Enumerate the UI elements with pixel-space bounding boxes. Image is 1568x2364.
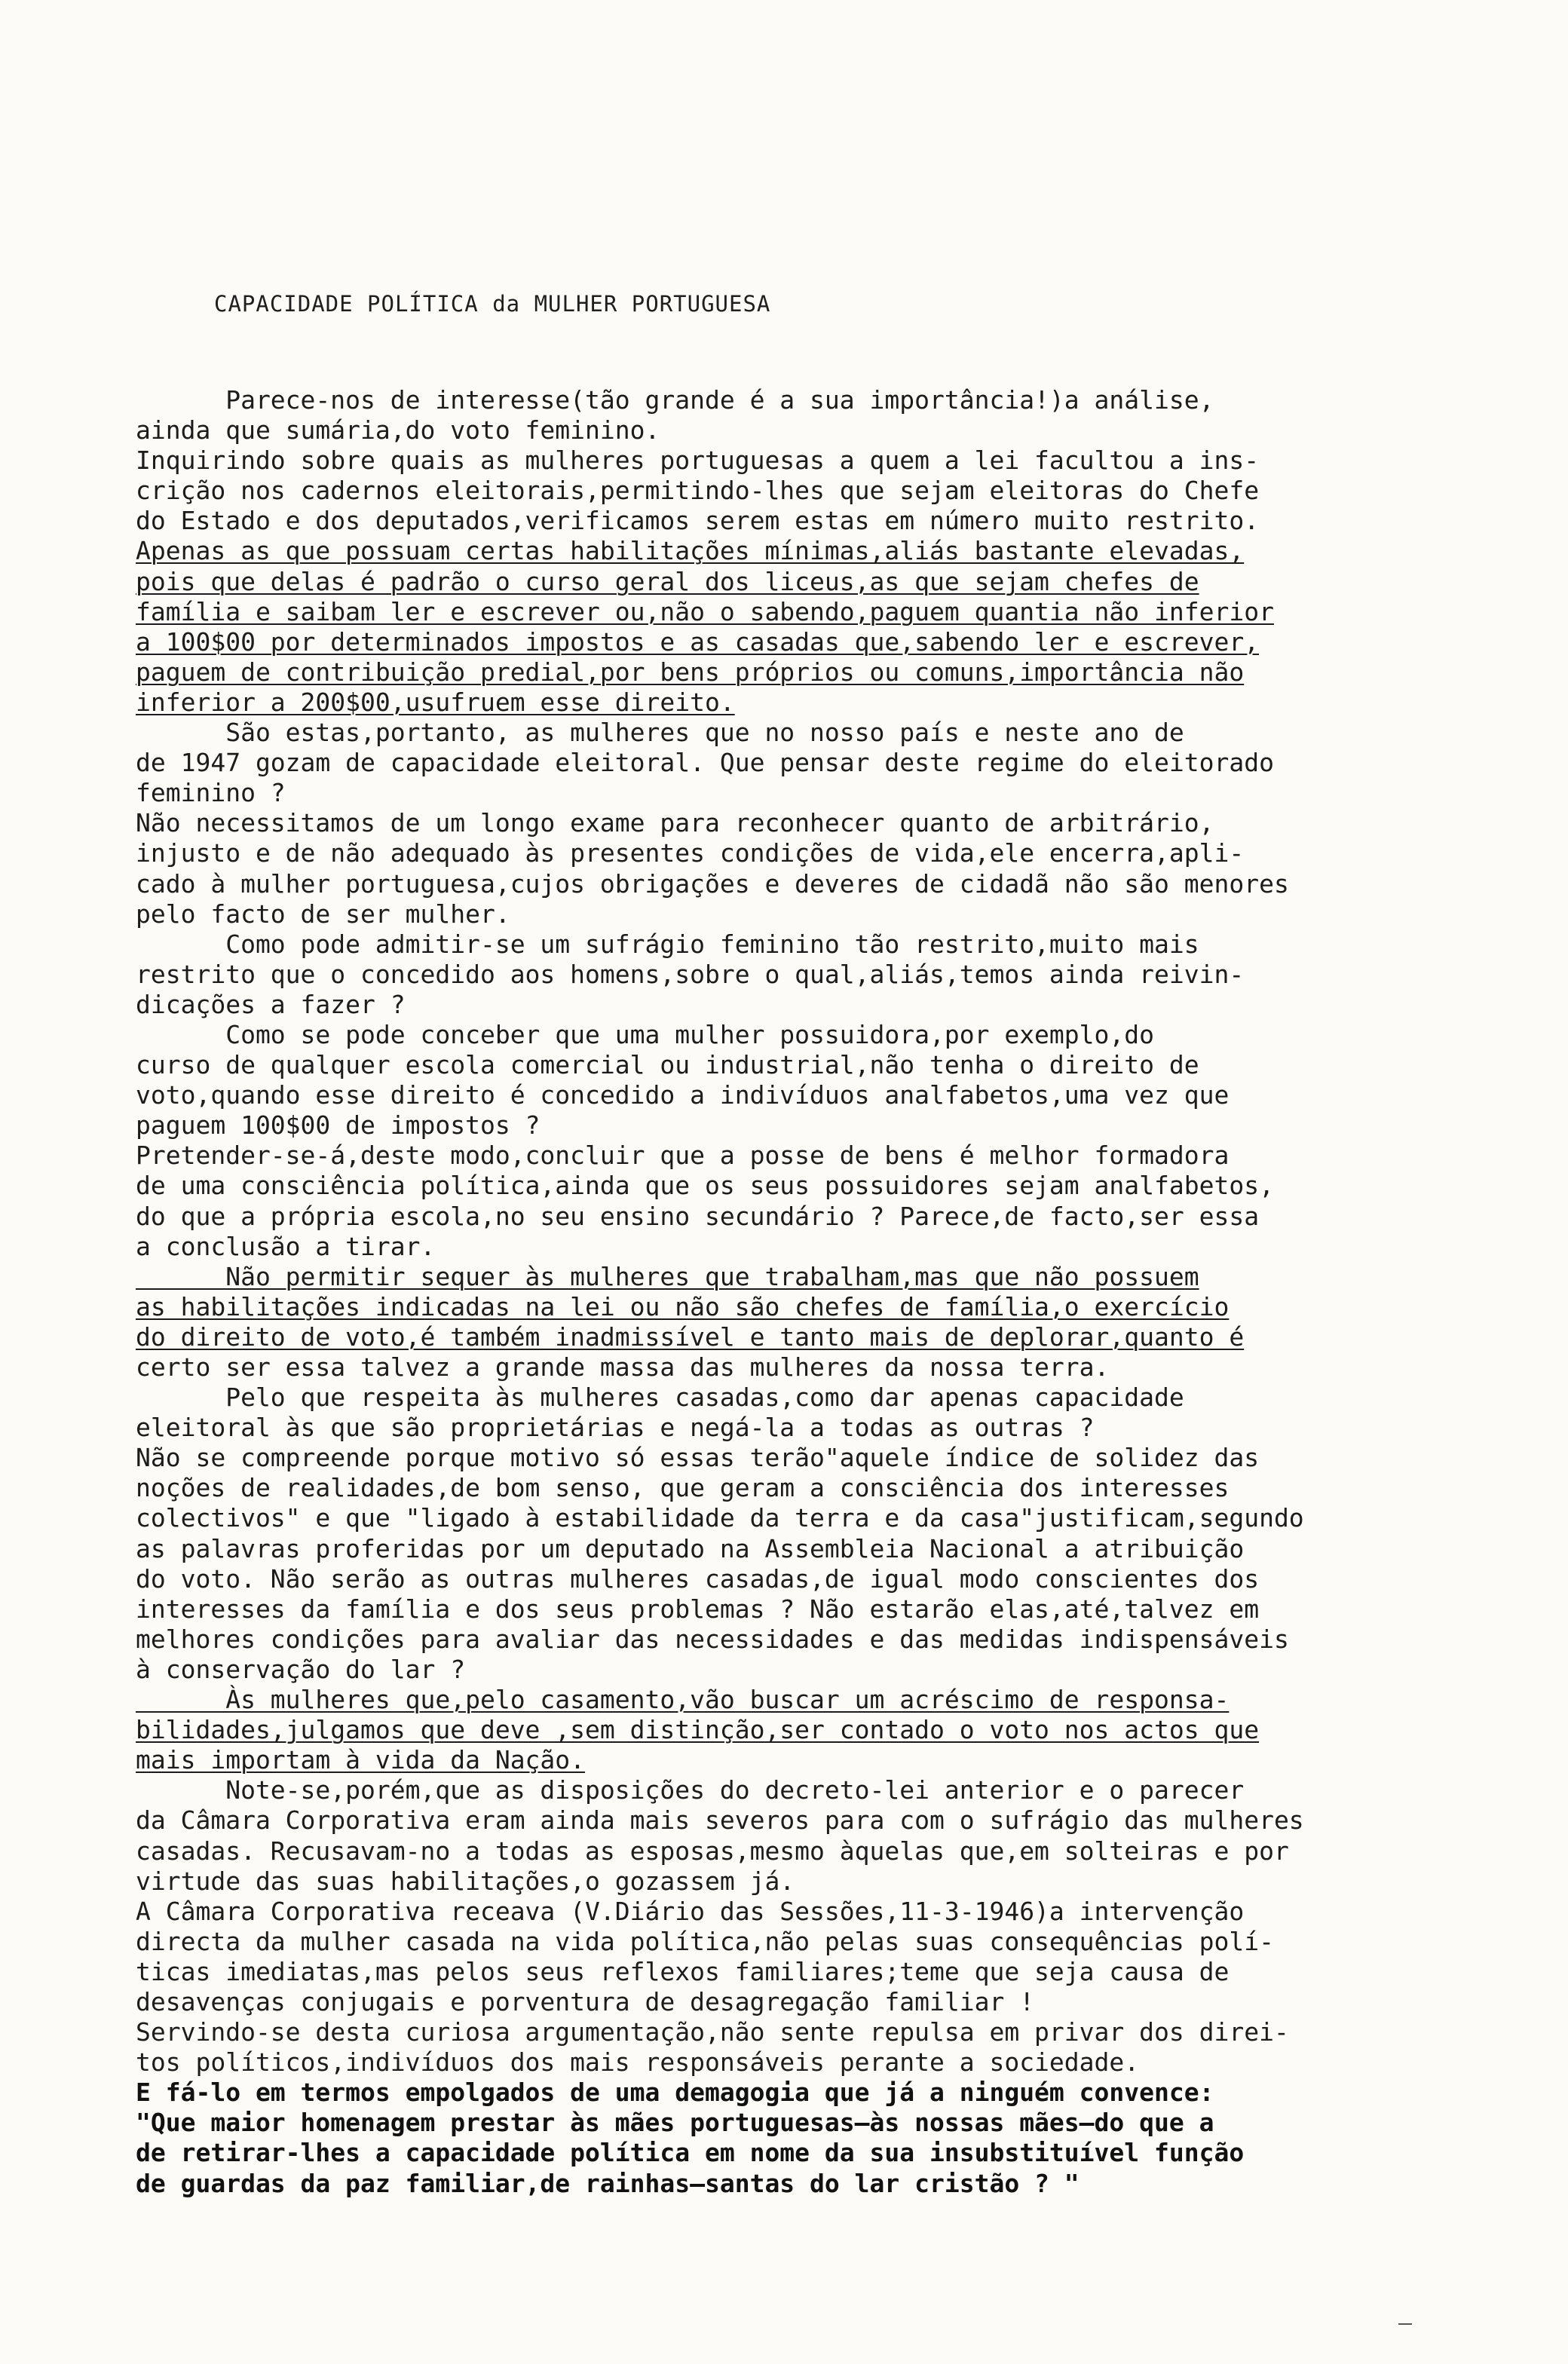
- text-line: colectivos" e que "ligado à estabilidade da terra e da casa"justificam,segundo: [136, 1503, 1304, 1533]
- text-line: mais importam à vida da Nação.: [136, 1745, 586, 1775]
- fold-mark: [1398, 2323, 1412, 2325]
- text-line: melhores condições para avaliar das necessidades e das medidas indispensáveis: [136, 1624, 1289, 1654]
- text-line: A Câmara Corporativa receava (V.Diário das Sessões,11-3-1946)a intervenção: [136, 1896, 1245, 1926]
- text-line: "Que maior homenagem prestar às mães portuguesas—às nossas mães—do que a: [136, 2108, 1214, 2138]
- text-line: ainda que sumária,do voto feminino.: [136, 415, 660, 446]
- text-line: São estas,portanto, as mulheres que no nosso país e neste ano de: [136, 718, 1184, 748]
- text-line: família e saibam ler e escrever ou,não o sabendo,paguem quantia não inferior: [136, 596, 1274, 626]
- text-line: directa da mulher casada na vida política,não pelas suas consequências polí-: [136, 1926, 1274, 1956]
- text-line: Pelo que respeita às mulheres casadas,como dar apenas capacidade: [136, 1383, 1184, 1413]
- text-line: eleitoral às que são proprietárias e negá-la a todas as outras ?: [136, 1413, 1095, 1443]
- text-line: E fá-lo em termos empolgados de uma demagogia que já a ninguém convence:: [136, 2078, 1214, 2108]
- text-line: de guardas da paz familiar,de rainhas—santas do lar cristão ? ": [136, 2168, 1080, 2198]
- text-line: pelo facto de ser mulher.: [136, 899, 510, 929]
- text-line: feminino ?: [136, 778, 286, 808]
- text-line: casadas. Recusavam-no a todas as esposas,mesmo àquelas que,em solteiras e por: [136, 1836, 1289, 1866]
- text-line: paguem de contribuição predial,por bens próprios ou comuns,importância não: [136, 657, 1245, 687]
- text-line: Às mulheres que,pelo casamento,vão buscar um acréscimo de responsa-: [136, 1685, 1230, 1715]
- text-line: Note-se,porém,que as disposições do decreto-lei anterior e o parecer: [136, 1775, 1245, 1805]
- text-line: de 1947 gozam de capacidade eleitoral. Que pensar deste regime do eleitorado: [136, 748, 1274, 778]
- text-line: cado à mulher portuguesa,cujos obrigações e deveres de cidadã não são menores: [136, 868, 1289, 899]
- text-line: Não permitir sequer às mulheres que trabalham,mas que não possuem: [136, 1261, 1199, 1291]
- text-line: do voto. Não serão as outras mulheres casadas,de igual modo conscientes dos: [136, 1563, 1260, 1594]
- text-line: as habilitações indicadas na lei ou não são chefes de família,o exercício: [136, 1291, 1230, 1321]
- text-line: à conservação do lar ?: [136, 1654, 466, 1684]
- text-line: a conclusão a tirar.: [136, 1231, 436, 1261]
- text-line: injusto e de não adequado às presentes condições de vida,ele encerra,apli-: [136, 838, 1245, 868]
- text-line: inferior a 200$00,usufruem esse direito.: [136, 687, 735, 717]
- text-line: Pretender-se-á,deste modo,concluir que a posse de bens é melhor formadora: [136, 1141, 1230, 1171]
- text-line: Parece-nos de interesse(tão grande é a sua importância!)a análise,: [136, 385, 1214, 415]
- text-line: restrito que o concedido aos homens,sobre o qual,aliás,temos ainda reivin-: [136, 959, 1245, 989]
- text-line: noções de realidades,de bom senso, que geram a consciência dos interesses: [136, 1473, 1230, 1503]
- text-line: Apenas as que possuam certas habilitações mínimas,aliás bastante elevadas,: [136, 536, 1245, 566]
- text-line: Inquirindo sobre quais as mulheres portuguesas a quem a lei facultou a ins-: [136, 446, 1260, 476]
- text-line: virtude das suas habilitações,o gozassem já.: [136, 1866, 795, 1896]
- text-line: de uma consciência política,ainda que os seus possuidores sejam analfabetos,: [136, 1171, 1274, 1201]
- text-line: certo ser essa talvez a grande massa das mulheres da nossa terra.: [136, 1352, 1110, 1382]
- text-line: Não necessitamos de um longo exame para reconhecer quanto de arbitrário,: [136, 808, 1214, 838]
- text-line: crição nos cadernos eleitorais,permitindo-lhes que sejam eleitoras do Chefe: [136, 476, 1260, 506]
- text-line: curso de qualquer escola comercial ou industrial,não tenha o direito de: [136, 1050, 1199, 1080]
- text-line: voto,quando esse direito é concedido a indivíduos analfabetos,uma vez que: [136, 1080, 1230, 1110]
- text-line: Como pode admitir-se um sufrágio feminino tão restrito,muito mais: [136, 929, 1199, 959]
- text-line: pois que delas é padrão o curso geral dos liceus,as que sejam chefes de: [136, 566, 1199, 596]
- text-line: do Estado e dos deputados,verificamos serem estas em número muito restrito.: [136, 506, 1260, 536]
- text-line: Não se compreende porque motivo só essas terão"aquele índice de solidez das: [136, 1443, 1260, 1473]
- document-body: [136, 385, 1553, 2199]
- text-line: as palavras proferidas por um deputado na Assembleia Nacional a atribuição: [136, 1533, 1245, 1563]
- text-line: do que a própria escola,no seu ensino secundário ? Parece,de facto,ser essa: [136, 1201, 1260, 1231]
- text-line: da Câmara Corporativa eram ainda mais severos para com o sufrágio das mulheres: [136, 1805, 1304, 1836]
- text-line: desavenças conjugais e porventura de desagregação familiar !: [136, 1986, 1035, 2016]
- text-line: bilidades,julgamos que deve ,sem distinção,ser contado o voto nos actos que: [136, 1715, 1260, 1745]
- document-title: CAPACIDADE POLÍTICA da MULHER PORTUGUESA: [214, 291, 771, 317]
- text-line: dicações a fazer ?: [136, 989, 406, 1019]
- text-line: a 100$00 por determinados impostos e as casadas que,sabendo ler e escrever,: [136, 626, 1260, 657]
- text-line: do direito de voto,é também inadmissível e tanto mais de deplorar,quanto é: [136, 1321, 1245, 1352]
- text-line: de retirar-lhes a capacidade política em nome da sua insubstituível função: [136, 2138, 1245, 2168]
- text-line: ticas imediatas,mas pelos seus reflexos familiares;teme que seja causa de: [136, 1956, 1230, 1986]
- text-line: Servindo-se desta curiosa argumentação,não sente repulsa em privar dos direi-: [136, 2017, 1289, 2047]
- text-line: paguem 100$00 de impostos ?: [136, 1110, 541, 1141]
- text-line: tos políticos,indivíduos dos mais responsáveis perante a sociedade.: [136, 2047, 1140, 2078]
- text-line: interesses da família e dos seus problemas ? Não estarão elas,até,talvez em: [136, 1594, 1260, 1624]
- text-line: Como se pode conceber que uma mulher possuidora,por exemplo,do: [136, 1019, 1155, 1049]
